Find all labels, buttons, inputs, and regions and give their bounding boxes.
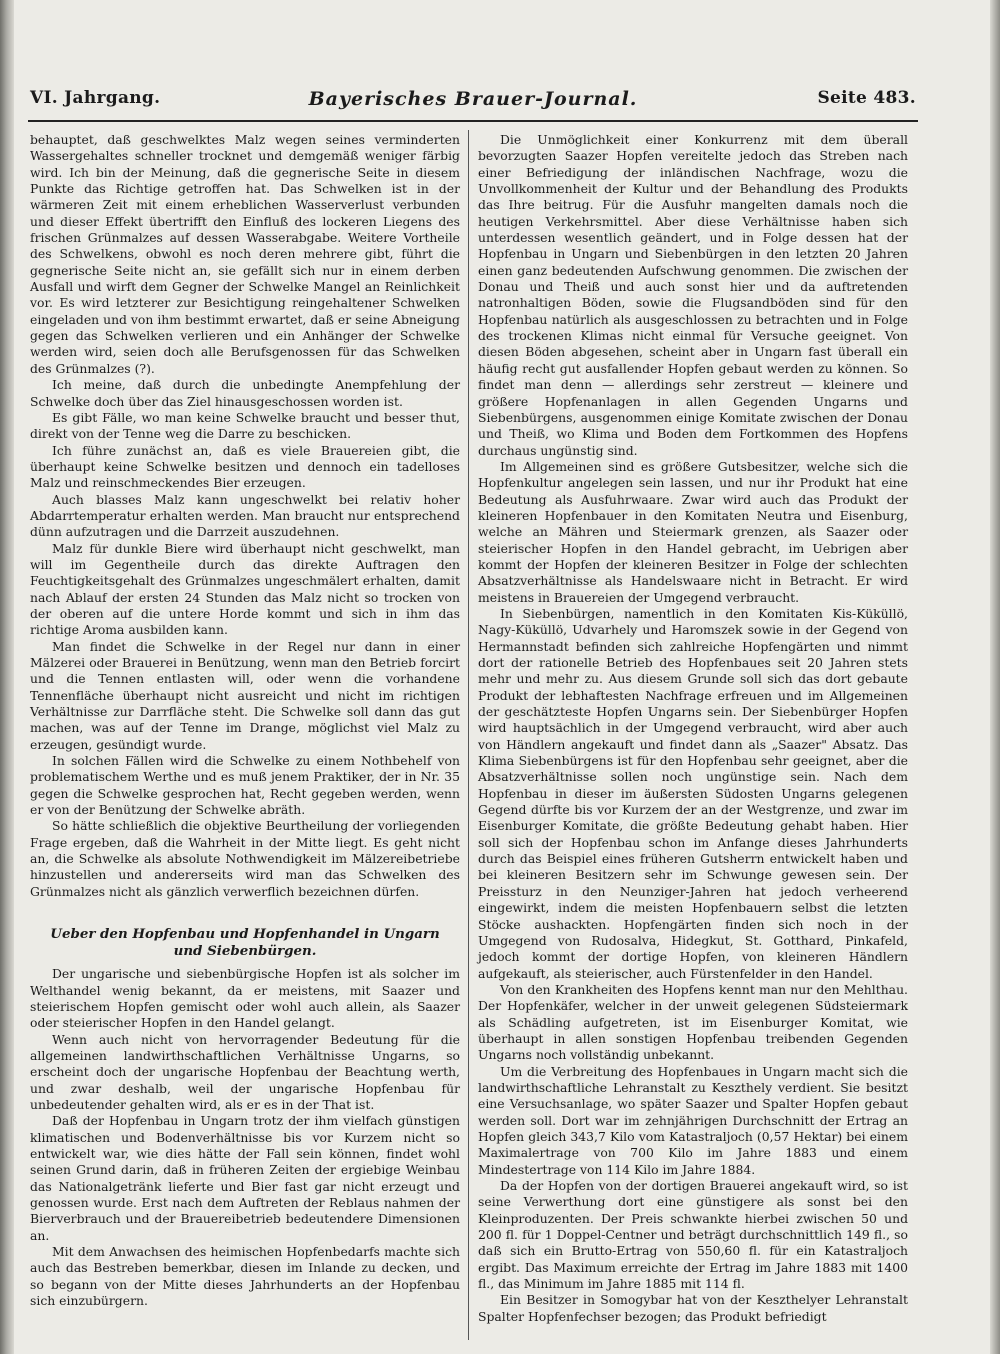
paragraph: Der ungarische und siebenbürgische Hopfen ist als solcher im Welthandel wenig bekannt, da er meistens, mit Saazer und steierischem Hopfen gemischt oder wohl auch allein, als Saazer oder steierischer Hopfen in den Handel gelangt. <box>30 966 460 1031</box>
paragraph: Von den Krankheiten des Hopfens kennt man nur den Mehlthau. Der Hopfenkäfer, welcher in der unweit gelegenen Südsteiermark als Schädling aufgetreten, ist im Eisenburger Komitat, wie überhaupt in allen sonstigen Hopfenbau treibenden Gegenden Ungarns noch vollständig unbekannt. <box>478 981 908 1063</box>
page-number: Seite 483. <box>817 88 916 108</box>
paragraph: behauptet, daß geschwelktes Malz wegen seines verminderten Wassergehaltes schneller trocknet und demgemäß weniger färbig wird. Ich bin der Meinung, daß die gegnerische Seite in diesem Punkte das Richtige getroffen hat. Das Schwelken ist in der wärmeren Zeit mit einem erheblichen Wasserverlust verbunden und dieser Effekt übertrifft den Einfluß des lockeren Liegens des frischen Grünmalzes auf dessen Wasserabgabe. Weitere Vortheile des Schwelkens, obwohl es noch deren mehrere gibt, führt die gegnerische Seite nicht an, sie gefällt sich nur in einem derben Ausfall und wirft dem Gegner der Schwelke Mangel an Reinlichkeit vor. Es wird letzterer zur Besichtigung reingehaltener Schwelken eingeladen und von ihm bestimmt erwartet, daß er seine Abneigung gegen das Schwelken verlieren und ein Anhänger der Schwelke werden wird, seien doch alle Berufsgenossen für das Schwelken des Grünmalzes (?). <box>30 132 460 376</box>
scan-edge-left <box>0 0 14 1354</box>
paragraph: Wenn auch nicht von hervorragender Bedeutung für die allgemeinen landwirthschaftlichen Verhältnisse Ungarns, so erscheint doch der ungarische Hopfenbau der Beachtung werth, und zwar deshalb, weil der ungarische Hopfenbau für unbedeutender gehalten wird, als er es in der That ist. <box>30 1031 460 1112</box>
paragraph: Daß der Hopfenbau in Ungarn trotz der ihm vielfach günstigen klimatischen und Bodenverhältnisse bis vor Kurzem nicht so entwickelt war, wie dies hätte der Fall sein können, findet wohl seinen Grund darin, daß in früheren Zeiten der ergiebige Weinbau das Nationalgetränk lieferte und Bier fast gar nicht erzeugt und genossen wurde. Erst nach dem Auftreten der Reblaus nahmen der Bierverbrauch und der Brauereibetrieb bedeutendere Dimensionen an. <box>30 1113 460 1243</box>
paragraph: Malz für dunkle Biere wird überhaupt nicht geschwelkt, man will im Gegentheile durch das direkte Auftragen den Feuchtigkeitsgehalt des Grünmalzes ungeschmälert erhalten, damit nach Ablauf der ersten 24 Stunden das Malz nicht so trocken von der oberen auf die untere Horde kommt und sich in ihm das richtige Aroma ausbilden kann. <box>30 540 460 638</box>
journal-title: Bayerisches Brauer-Journal. <box>308 88 638 110</box>
paragraph: Da der Hopfen von der dortigen Brauerei angekauft wird, so ist seine Verwerthung dort eine günstigere als sonst bei den Kleinproduzenten. Der Preis schwankte hierbei zwischen 50 und 200 fl. für 1 Doppel-Centner und beträgt durchschnittlich 149 fl., so daß sich ein Brutto-Ertrag von 550,60 fl. für ein Katastraljoch ergibt. Das Maximum erreichte der Ertrag im Jahre 1883 mit 1400 fl., das Minimum im Jahre 1885 mit 114 fl. <box>478 1178 908 1292</box>
left-column <box>30 132 460 1309</box>
paragraph: In solchen Fällen wird die Schwelke zu einem Nothbehelf von problematischem Werthe und es muß jenem Praktiker, der in Nr. 35 gegen die Schwelke gesprochen hat, Recht gegeben werden, wenn er von der Benützung der Schwelke abräth. <box>30 753 460 818</box>
page-header <box>28 84 918 122</box>
paragraph: Mit dem Anwachsen des heimischen Hopfenbedarfs machte sich auch das Bestreben bemerkbar, diesen im Inlande zu decken, und so begann von der Mitte dieses Jahrhunderts an der Hopfenbau sich einzubürgern. <box>30 1244 460 1309</box>
column-divider <box>468 130 469 1340</box>
paragraph: Um die Verbreitung des Hopfenbaues in Ungarn macht sich die landwirthschaftliche Lehranstalt zu Keszthely verdient. Sie besitzt eine Versuchsanlage, wo später Saazer und Spalter Hopfen gebaut werden soll. Dort war im zehnjährigen Durchschnitt der Ertrag an Hopfen gleich 343,7 Kilo vom Katastraljoch (0,57 Hektar) bei einem Maximalertrage von 700 Kilo im Jahre 1883 und einem Mindestertrage von 114 Kilo im Jahre 1884. <box>478 1063 908 1177</box>
volume-label: VI. Jahrgang. <box>30 88 161 108</box>
paragraph: Auch blasses Malz kann ungeschwelkt bei relativ hoher Abdarrtemperatur erhalten werden. Man braucht nur entsprechend dünn aufzutragen und die Darrzeit auszudehnen. <box>30 491 460 540</box>
paragraph: Ein Besitzer in Somogybar hat von der Keszthelyer Lehranstalt Spalter Hopfenfechser bezogen; das Produkt befriedigt <box>478 1292 908 1324</box>
paragraph: Im Allgemeinen sind es größere Gutsbesitzer, welche sich die Hopfenkultur angelegen sein lassen, und nur ihr Produkt hat eine Bedeutung als Ausfuhrwaare. Zwar wird auch das Produkt der kleineren Hopfenbauer in den Komitaten Neutra und Eisenburg, welche an Mähren und Steiermark grenzen, als Saazer oder steierischer Hopfen in den Handel gebracht, im Uebrigen aber kommt der Hopfen der kleineren Besitzer in Folge der schlechten Absatzverhältnisse als Handelswaare nicht in Betracht. Er wird meistens in Brauereien der Umgegend verbraucht. <box>478 458 908 605</box>
scan-edge-right <box>990 0 1000 1354</box>
paragraph: In Siebenbürgen, namentlich in den Komitaten Kis-Küküllö, Nagy-Küküllö, Udvarhely und Haromszek sowie in der Gegend von Hermannstadt befinden sich zahlreiche Hopfengärten und nimmt dort der rationelle Betrieb des Hopfenbaues seit 20 Jahren stets mehr und mehr zu. Aus diesem Grunde soll sich das dort gebaute Produkt der lebhaftesten Nachfrage erfreuen und im Allgemeinen der geschätzteste Hopfen Ungarns sein. Der Siebenbürger Hopfen wird hauptsächlich in der Umgegend verbraucht, wird aber auch von Händlern angekauft und findet dann als „Saazer" Absatz. Das Klima Siebenbürgens ist für den Hopfenbau sehr geeignet, aber die Absatzverhältnisse sollen noch ungünstige sein. Nach dem Hopfenbau in dieser im äußersten Südosten Ungarns gelegenen Gegend dürfte bis vor Kurzem der an der Westgrenze, und zwar im Eisenburger Komitate, die größte Bedeutung gehabt haben. Hier soll sich der Hopfenbau schon im Anfange dieses Jahrhunderts durch das Beispiel eines früheren Gutsherrn entwickelt haben und bei kleineren Besitzern sehr im Schwunge gewesen sein. Der Preissturz in den Neunziger-Jahren hat jedoch verheerend eingewirkt, indem die meisten Hopfenbauern selbst die letzten Stöcke aushackten. Hopfengärten finden sich noch in der Umgegend von Rudosalva, Hidegkut, St. Gotthard, Pinkafeld, jedoch kommt der dortige Hopfen, von kleineren Händlern aufgekauft, als steierischer, auch Fürstenfelder in den Handel. <box>478 605 908 981</box>
paragraph: Man findet die Schwelke in der Regel nur dann in einer Mälzerei oder Brauerei in Benützung, wenn man den Betrieb forcirt und die Tennen entlasten will, oder wenn die vorhandene Tennenfläche überhaupt nicht ausreicht und nicht im richtigen Verhältnisse zur Darrfläche steht. Die Schwelke soll dann das gut machen, was auf der Tenne im Drange, möglichst viel Malz zu erzeugen, gesündigt wurde. <box>30 638 460 752</box>
paragraph: Es gibt Fälle, wo man keine Schwelke braucht und besser thut, direkt von der Tenne weg die Darre zu beschicken. <box>30 409 460 442</box>
paragraph: So hätte schließlich die objektive Beurtheilung der vorliegenden Frage ergeben, daß die Wahrheit in der Mitte liegt. Es geht nicht an, die Schwelke als absolute Nothwendigkeit im Mälzereibetriebe hinzustellen und andererseits wird man das Schwelken des Grünmalzes nicht als gänzlich verwerflich bezeichnen dürfen. <box>30 818 460 899</box>
paragraph: Ich meine, daß durch die unbedingte Anempfehlung der Schwelke doch über das Ziel hinausgeschossen worden ist. <box>30 377 460 409</box>
newspaper-page <box>28 72 918 1342</box>
article-heading: Ueber den Hopfenbau und Hopfenhandel in Ungarn und Siebenbürgen. <box>50 926 440 960</box>
paragraph: Ich führe zunächst an, daß es viele Brauereien gibt, die überhaupt keine Schwelke besitzen und dennoch ein tadelloses Malz und reinschmeckendes Bier erzeugen. <box>30 442 460 491</box>
right-column <box>478 132 908 1325</box>
paragraph: Die Unmöglichkeit einer Konkurrenz mit dem überall bevorzugten Saazer Hopfen vereitelte jedoch das Streben nach einer Befriedigung der inländischen Nachfrage, wozu die Unvollkommenheit der Kultur und der Behandlung des Produkts das Ihre beitrug. Für die Ausfuhr mangelten damals noch die heutigen Verkehrsmittel. Aber diese Verhältnisse haben sich unterdessen wesentlich geändert, und in Folge dessen hat der Hopfenbau in Ungarn und Siebenbürgen in den letzten 20 Jahren einen ganz bedeutenden Aufschwung genommen. Die zwischen der Donau und Theiß und auch sonst hier und da auftretenden natronhaltigen Böden, sowie die Flugsandböden sind für den Hopfenbau natürlich als ausgeschlossen zu betrachten und in Folge des trockenen Klimas nicht einmal für Versuche geeignet. Von diesen Böden abgesehen, scheint aber in Ungarn fast überall ein häufig recht gut ausfallender Hopfen gebaut werden zu können. So findet man denn — allerdings sehr zerstreut — kleinere und größere Hopfenanlagen in allen Gegenden Ungarns und Siebenbürgens, ausgenommen einige Komitate zwischen der Donau und Theiß, wo Klima und Boden dem Fortkommen des Hopfens durchaus ungünstig sind. <box>478 132 908 458</box>
